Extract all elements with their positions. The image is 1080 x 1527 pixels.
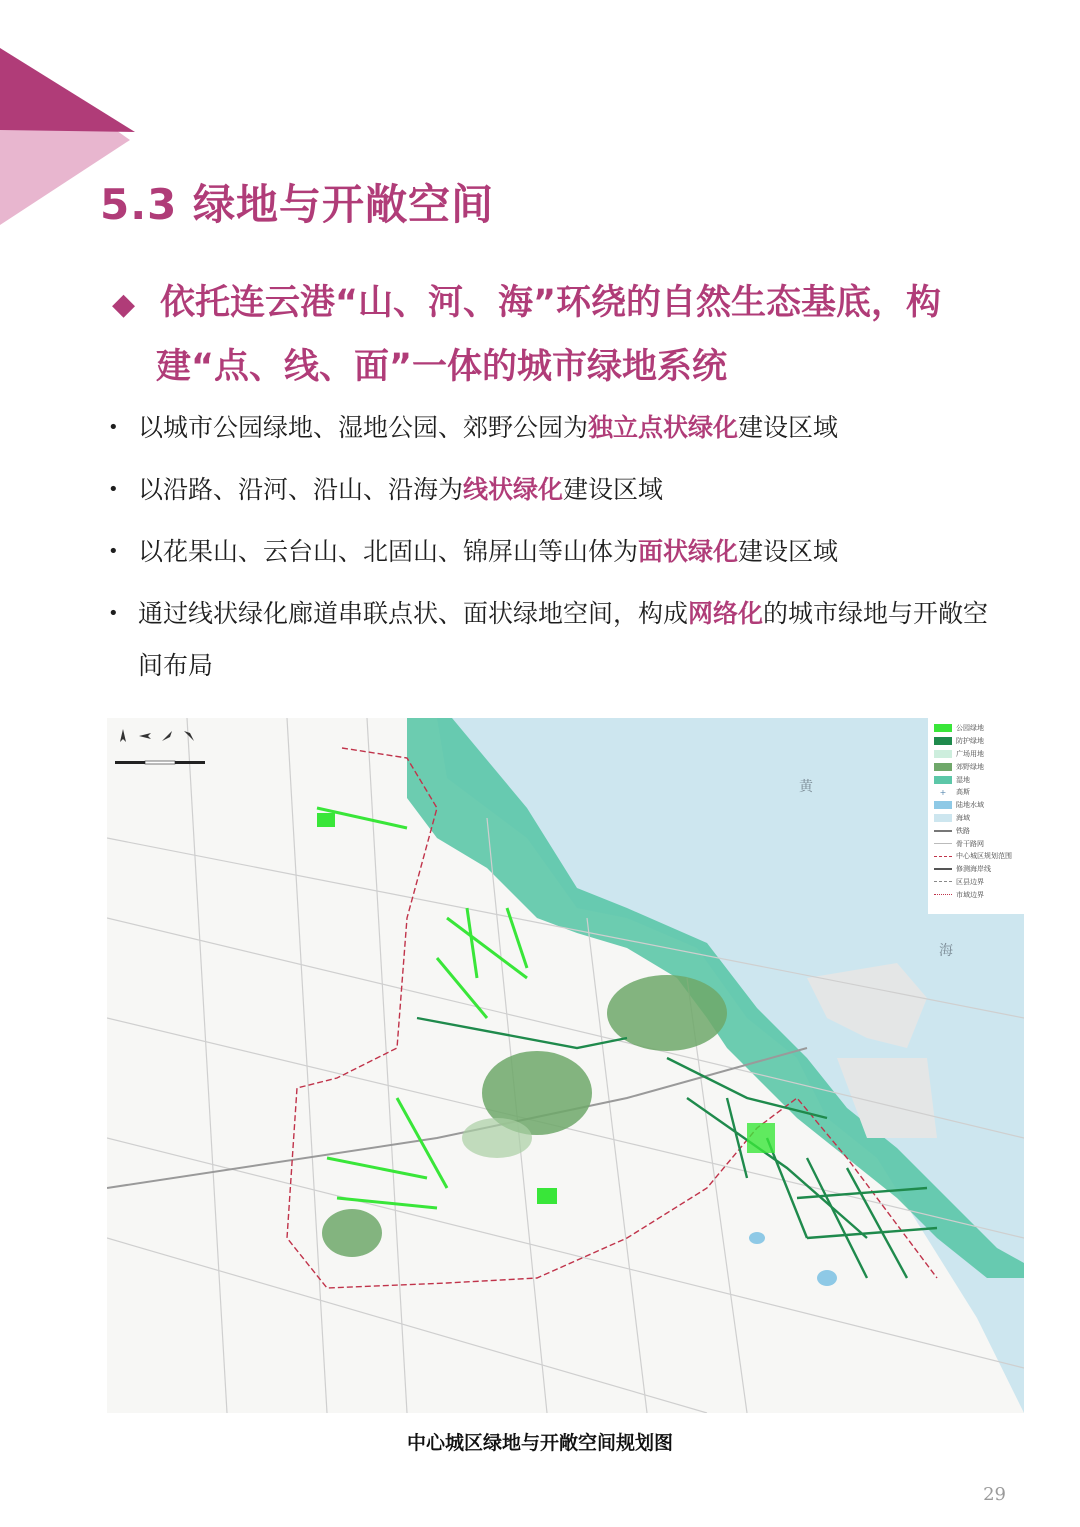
map-scale-and-compass <box>115 724 235 786</box>
diamond-bullet-icon: ◆ <box>112 287 136 322</box>
bullet-text: 建设区域 <box>563 475 664 504</box>
legend-item: + 高斯 <box>939 788 970 798</box>
green-space-plan-map <box>107 718 1024 1413</box>
legend-item: 海域 <box>934 812 1020 825</box>
map-legend <box>928 718 1024 914</box>
map-graphic <box>107 718 1024 1413</box>
north-arrow-icon <box>159 728 175 744</box>
bullet-dot-icon: • <box>108 417 119 438</box>
map-caption: 中心城区绿地与开敞空间规划图 <box>406 1432 673 1454</box>
legend-item: 修测海岸线 <box>934 863 1020 876</box>
bullet-dot-icon: • <box>108 603 119 624</box>
bullet-text: 通过线状绿化廊道串联点状、面状绿地空间，构成 <box>138 599 689 628</box>
legend-item: 广场用地 <box>934 748 1020 761</box>
bullet-text: 建设区域 <box>738 413 839 442</box>
bullet-item <box>108 464 1008 516</box>
sea-label: 黄 <box>799 779 813 795</box>
subheading-line-2: 建“点、线、面”一体的城市绿地系统 <box>156 347 728 387</box>
bullet-text: 建设区域 <box>738 537 839 566</box>
section-title: 5.3 绿地与开敞空间 <box>100 180 495 229</box>
bullet-item <box>108 526 1008 578</box>
subheading <box>112 272 1012 398</box>
legend-item: 中心城区规划范围 <box>934 850 1020 863</box>
bullet-emphasis: 线状绿化 <box>463 475 564 504</box>
bullet-item <box>108 402 1008 454</box>
bullet-text: 以城市公园绿地、湿地公园、郊野公园为 <box>138 413 589 442</box>
bullet-dot-icon: • <box>108 479 119 500</box>
bullet-text: 以花果山、云台山、北固山、锦屏山等山体为 <box>138 537 639 566</box>
subheading-line-1: 依托连云港“山、河、海”环绕的自然生态基底，构 <box>160 283 942 323</box>
bullet-dot-icon: • <box>108 541 119 562</box>
legend-item: 郊野绿地 <box>934 760 1020 773</box>
legend-item: 铁路 <box>934 824 1020 837</box>
scale-bar <box>115 758 215 768</box>
sea-label: 海 <box>939 943 953 959</box>
bullet-emphasis: 面状绿化 <box>638 537 739 566</box>
bullet-text: 以沿路、沿河、沿山、沿海为 <box>138 475 464 504</box>
north-arrow-icon <box>115 728 131 744</box>
north-arrow-icon <box>137 728 153 744</box>
legend-item: 骨干路网 <box>934 837 1020 850</box>
page-number: 29 <box>983 1484 1006 1505</box>
bullet-emphasis: 网络化 <box>688 599 764 628</box>
legend-item: 区县边界 <box>934 876 1020 889</box>
north-arrow-icon <box>181 728 197 744</box>
bullet-item <box>108 588 1008 692</box>
bullet-list <box>108 402 1008 702</box>
legend-item: 市域边界 <box>934 888 1020 901</box>
legend-item: 公园绿地 <box>934 722 1020 735</box>
bullet-text: 的城市绿地与开敞空间布局 <box>138 599 989 680</box>
legend-item: 陆地水域 <box>934 799 1020 812</box>
legend-item: 防护绿地 <box>934 735 1020 748</box>
bullet-emphasis: 独立点状绿化 <box>588 413 739 442</box>
legend-item: 湿地 <box>934 773 1020 786</box>
